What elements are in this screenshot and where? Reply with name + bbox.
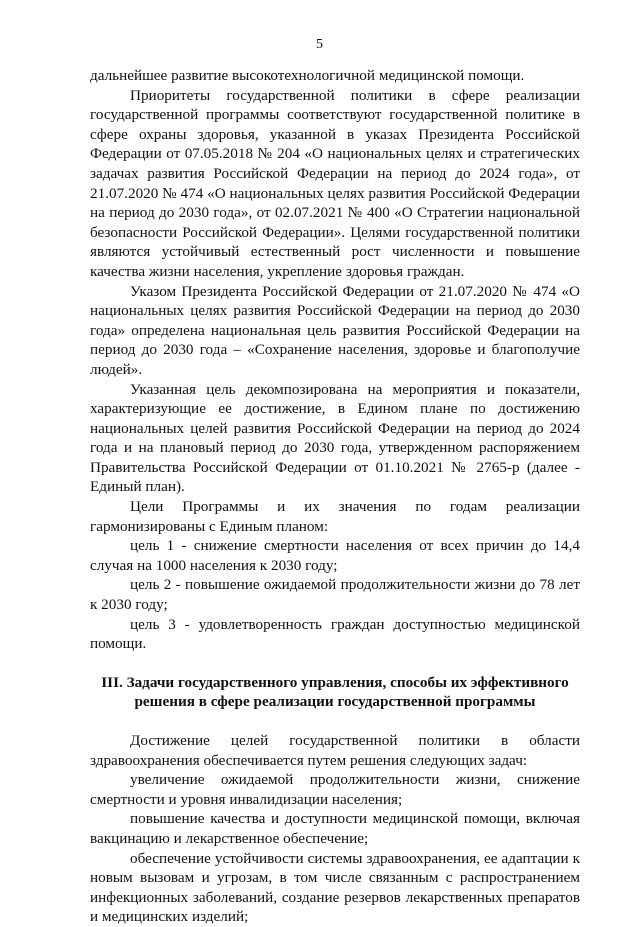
paragraph-task-2: повышение качества и доступности медицинской помощи, включая вакцинацию и лекарственное обеспечение; <box>90 810 580 847</box>
paragraph-goal-3: цель 3 - удовлетворенность граждан доступностью медицинской помощи. <box>90 615 580 653</box>
paragraph-goal-2: цель 2 - повышение ожидаемой продолжительности жизни до 78 лет к 2030 году; <box>90 576 580 614</box>
paragraph-task-3: обеспечение устойчивости системы здравоохранения, ее адаптации к новым вызовам и угрозам, в том числе связанным с распространением инфекционных заболеваний, создание резервов лекарственных препаратов и медицинских изделий; <box>90 849 580 926</box>
paragraph-decomposition: Указанная цель декомпозирована на мероприятия и показатели, характеризующие ее достижение, в Едином плане по достижению национальных целей развития Российской Федерации на период до 2024 года и на плановый период до 2030 года, утвержденном распоряжением Правительства Российской Федерации от 01.10.2021 № 2765-р (далее - Единый план). <box>90 380 580 496</box>
document-body <box>90 66 580 927</box>
paragraph-goal-1: цель 1 - снижение смертности населения от всех причин до 14,4 случая на 1000 населения к 2030 году; <box>90 537 580 574</box>
paragraph-priorities: Приоритеты государственной политики в сфере реализации государственной программы соответствуют государственной политике в сфере охраны здоровья, указанной в указах Президента Российской Федерации от 07.05.2018 № 204 «О национальных целях и стратегических задачах развития Российской Федерации на период до 2024 года», от 21.07.2020 № 474 «О национальных целях развития Российской Федерации на период до 2030 года», от 02.07.2021 № 400 «О Стратегии национальной безопасности Российской Федерации». Целями государственной политики являются устойчивый естественный рост численности и повышение качества жизни населения, укрепление здоровья граждан. <box>90 86 580 280</box>
paragraph-decree: Указом Президента Российской Федерации от 21.07.2020 № 474 «О национальных целях развития Российской Федерации на период до 2030 года» определена национальная цель развития Российской Федерации на период до 2030 года – «Сохранение населения, здоровье и благополучие людей». <box>90 282 580 378</box>
paragraph-goals-intro: Цели Программы и их значения по годам реализации гармонизированы с Единым планом: <box>90 498 580 535</box>
paragraph-continuation: дальнейшее развитие высокотехнологичной медицинской помощи. <box>90 67 525 84</box>
page-number: 5 <box>316 37 323 52</box>
section-heading: III. Задачи государственного управления, способы их эффективного решения в сфере реализации государственной программы <box>101 673 569 711</box>
paragraph-tasks-intro: Достижение целей государственной политики в области здравоохранения обеспечивается путем решения следующих задач: <box>90 732 580 769</box>
paragraph-task-1: увеличение ожидаемой продолжительности жизни, снижение смертности и уровня инвалидизации населения; <box>90 771 580 808</box>
